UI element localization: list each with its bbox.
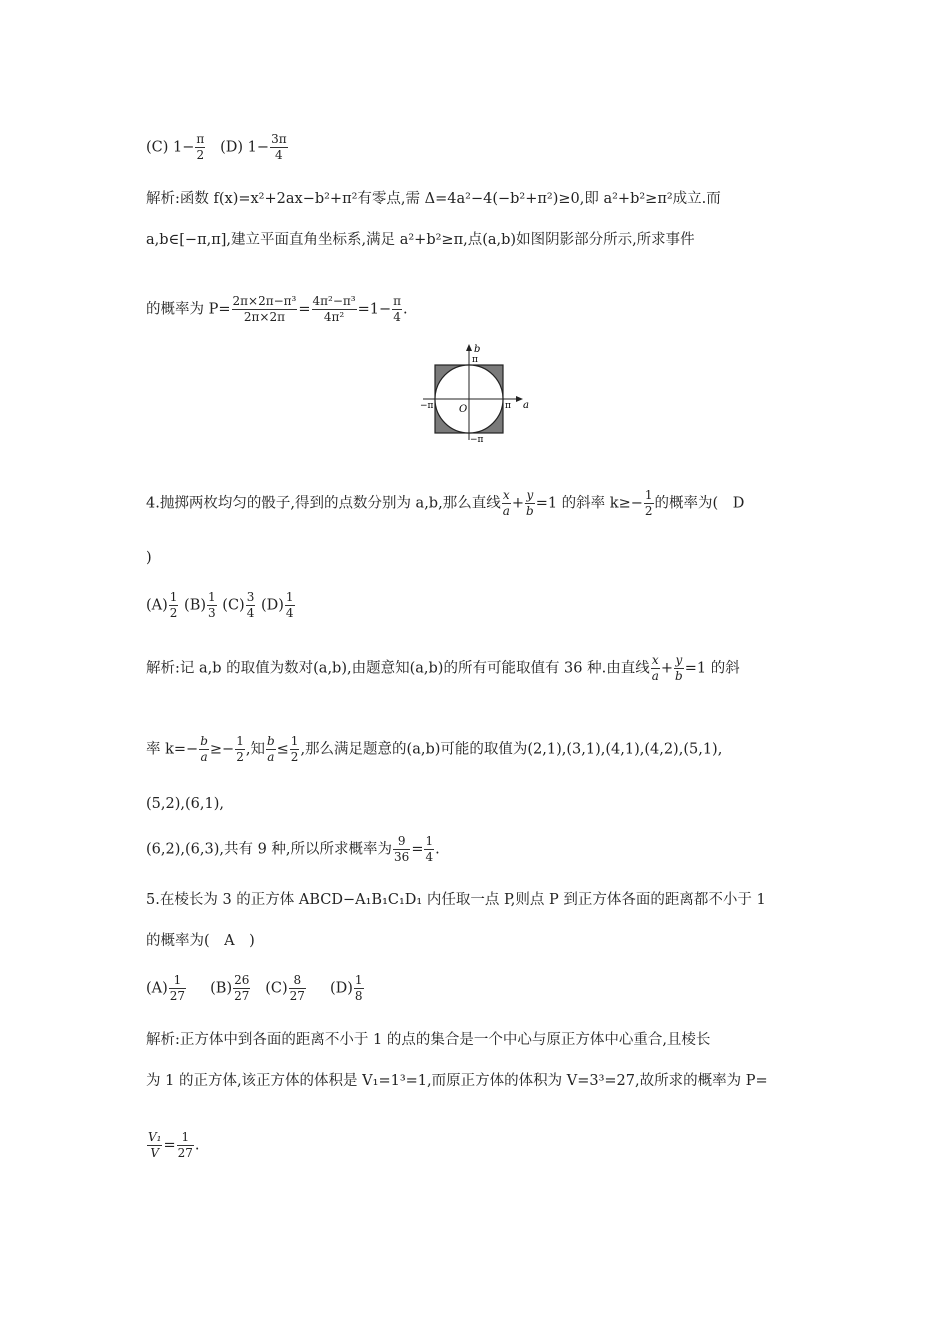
q5-stem-line1: 5.在棱长为 3 的正方体 ABCD−A₁B₁C₁D₁ 内任取一点 P,则点 P 到正方体各面的距离都不小于 1 [146, 892, 766, 908]
q5-option-c-den: 27 [289, 989, 305, 1003]
q3-prob-eq2: =1− [357, 301, 392, 318]
b-axis-arrow [466, 344, 472, 351]
q5-option-b-label: (B) [210, 980, 233, 997]
q5-v1-num: V₁ [148, 1130, 162, 1144]
q3-prob-frac3-num: π [393, 294, 402, 308]
q3-option-c-label: (C) 1− [146, 139, 195, 156]
q3-prob-prefix: 的概率为 P= [146, 301, 231, 318]
q5-option-b-num: 26 [234, 973, 250, 987]
q4-sol-a-den-2: a [267, 750, 275, 764]
q4-sol-b-den: b [675, 669, 683, 683]
q4-option-c-fraction [246, 590, 256, 621]
q4-sol-9-over-36 [393, 834, 410, 865]
q4-sol-den2: 4 [425, 850, 434, 864]
q4-option-a-fraction [169, 590, 179, 621]
q4-solution-line1 [146, 653, 740, 684]
q4-sol-line4-end: . [435, 841, 440, 858]
q4-option-d-fraction [285, 590, 295, 621]
q4-option-b-den: 3 [208, 606, 216, 620]
q4-sol-num1: 9 [393, 834, 410, 850]
q5-sol-eq: = [163, 1137, 176, 1154]
q3-option-d-num: 3π [271, 132, 287, 146]
q4-sol-b-over-a-1 [199, 734, 209, 765]
q4-sol-half-num-1: 1 [236, 734, 244, 748]
q3-prob-frac2-num: 4π²−π³ [312, 294, 356, 308]
q3-option-d-den: 4 [275, 148, 283, 162]
q4-a-den: a [502, 504, 510, 518]
q3-solution-line2: a,b∈[−π,π],建立平面直角坐标系,满足 a²+b²≥π,点(a,b)如图阴影部分所示,所求事件 [146, 232, 695, 248]
q4-y-over-b [525, 488, 535, 519]
q4-stem-part3: 的概率为( D [654, 495, 745, 512]
q4-option-c-label: (C) [222, 597, 245, 614]
q4-sol-half-den-1: 2 [236, 750, 244, 764]
q4-option-c-num: 3 [246, 590, 255, 604]
q5-sol-num2: 1 [177, 1130, 194, 1146]
a-axis-arrow [516, 396, 523, 402]
q4-sol-y-over-b [674, 653, 684, 684]
q5-option-a-label: (A) [146, 980, 168, 997]
q4-sol-b-num-1: b [200, 734, 208, 748]
q3-probability-line [146, 294, 408, 325]
q5-option-d-fraction [354, 973, 364, 1004]
q3-prob-frac3-den: 4 [393, 310, 401, 324]
q4-sol-half-den-2: 2 [290, 750, 299, 764]
origin-label: O [459, 404, 468, 415]
q4-sol-b-num-2: b [266, 734, 275, 748]
q3-prob-frac1-num: 2π×2π−π³ [232, 294, 297, 308]
q5-option-c-label: (C) [265, 980, 288, 997]
q4-stem [146, 488, 744, 519]
q4-sol-x-over-a [651, 653, 660, 684]
q4-sol-line4-a: (6,2),(6,3),共有 9 种,所以所求概率为 [146, 841, 393, 858]
q5-option-b-den: 27 [234, 989, 250, 1003]
q4-option-b-label: (B) [184, 597, 207, 614]
q5-v1-over-v [147, 1130, 162, 1161]
q5-option-b-fraction [233, 973, 250, 1004]
q5-solution-line1: 解析:正方体中到各面的距离不小于 1 的点的集合是一个中心与原正方体中心重合,且棱长 [146, 1032, 711, 1048]
q4-option-a-den: 2 [169, 606, 178, 620]
q3-option-d-fraction [270, 132, 288, 163]
q4-sol-1-over-4 [424, 834, 434, 865]
q3-option-c-fraction [195, 132, 205, 163]
neg-pi-left-label: −π [420, 401, 434, 411]
q5-stem-line2: 的概率为( A ) [146, 933, 255, 949]
q5-sol-den2: 27 [177, 1146, 193, 1160]
q4-stem-close: ) [146, 550, 152, 566]
q4-sol-half-1 [235, 734, 245, 765]
q4-options [146, 590, 296, 621]
q4-sol-line1-end: =1 的斜 [684, 660, 740, 677]
q4-x-num: x [502, 488, 510, 502]
q4-option-a-label: (A) [146, 597, 168, 614]
q4-b-den: b [526, 504, 534, 518]
q4-sol-half-2 [290, 734, 300, 765]
q4-solution-line4 [146, 834, 440, 865]
q3-prob-frac1-den: 2π×2π [243, 310, 285, 324]
q4-half [644, 488, 654, 519]
q5-option-c-num: 8 [289, 973, 306, 989]
q4-stem-part2: =1 的斜率 k≥− [535, 495, 643, 512]
q5-options [146, 973, 365, 1004]
q3-prob-eq: = [298, 301, 311, 318]
q5-solution-line3 [146, 1130, 200, 1161]
b-axis-label: b [474, 344, 481, 355]
q4-sol-x-num: x [651, 653, 659, 667]
q4-x-over-a [502, 488, 511, 519]
q4-sol-a-den: a [651, 669, 659, 683]
q4-sol-line2-d: ≤ [276, 741, 289, 758]
q5-option-a-den: 27 [169, 989, 186, 1003]
q5-option-c-fraction [289, 973, 306, 1004]
q5-option-d-label: (D) [329, 980, 353, 997]
q5-solution-line2: 为 1 的正方体,该正方体的体积是 V₁=1³=1,而原正方体的体积为 V=3³=27,故所求的概率为 P= [146, 1073, 768, 1089]
q4-option-a-num: 1 [169, 590, 178, 604]
q4-option-d-num: 1 [285, 590, 294, 604]
q3-solution-line1: 解析:函数 f(x)=x²+2ax−b²+π²有零点,需 Δ=4a²−4(−b²+π²)≥0,即 a²+b²≥π²成立.而 [146, 191, 721, 207]
q4-option-b-num: 1 [208, 590, 216, 604]
q5-option-d-num: 1 [354, 973, 363, 987]
q4-sol-line2-a: 率 k=− [146, 741, 199, 758]
q5-sol-end: . [194, 1137, 200, 1154]
circle-square-figure [415, 340, 535, 445]
pi-right-label: π [505, 401, 511, 411]
q4-sol-half-num-2: 1 [290, 734, 299, 748]
q4-sol-b-over-a-2 [266, 734, 276, 765]
q5-option-a-fraction [169, 973, 186, 1004]
q5-v-den: V [150, 1146, 160, 1160]
q3-options [146, 132, 289, 163]
q3-prob-frac2-den: 4π² [323, 310, 345, 324]
q4-option-d-label: (D) [260, 597, 284, 614]
a-axis-label: a [523, 400, 529, 411]
pi-top-label: π [472, 355, 478, 365]
q4-option-c-den: 4 [246, 606, 255, 620]
q4-sol-line2-e: ,那么满足题意的(a,b)可能的取值为(2,1),(3,1),(4,1),(4,2),(5,1), [300, 741, 723, 758]
q3-prob-frac1 [232, 294, 298, 325]
q4-sol-y-num: y [675, 653, 683, 667]
q4-sol-line1-text: 解析:记 a,b 的取值为数对(a,b),由题意知(a,b)的所有可能取值有 36 种.由直线 [146, 660, 650, 677]
q4-sol-plus: + [660, 660, 674, 677]
q3-prob-frac2 [312, 294, 357, 325]
q3-option-c-num: π [196, 132, 205, 146]
q4-option-b-fraction [207, 590, 217, 621]
q4-sol-a-den-1: a [200, 750, 208, 764]
q3-option-c-den: 2 [196, 148, 205, 162]
q4-sol-line4-eq: = [411, 841, 424, 858]
q4-y-num: y [526, 488, 534, 502]
q3-option-d-label: (D) 1− [220, 139, 270, 156]
q4-half-den: 2 [644, 504, 653, 518]
q3-prob-frac3 [392, 294, 402, 325]
q5-1-over-27 [177, 1130, 194, 1161]
q5-option-a-num: 1 [169, 973, 186, 989]
q3-prob-end: . [403, 301, 408, 318]
q4-plus: + [511, 495, 525, 512]
q4-sol-num2: 1 [425, 834, 434, 848]
q5-option-d-den: 8 [354, 989, 363, 1003]
q4-sol-line2-c: ,知 [245, 741, 265, 758]
q4-half-num: 1 [644, 488, 653, 502]
q4-solution-line2 [146, 734, 722, 765]
q4-sol-den1: 36 [394, 850, 410, 864]
q4-stem-part1: 4.抛掷两枚均匀的骰子,得到的点数分别为 a,b,那么直线 [146, 495, 501, 512]
q4-option-d-den: 4 [285, 606, 294, 620]
neg-pi-bottom-label: −π [470, 435, 484, 445]
q4-solution-line3: (5,2),(6,1), [146, 796, 224, 812]
q4-sol-line2-b: ≥− [209, 741, 235, 758]
